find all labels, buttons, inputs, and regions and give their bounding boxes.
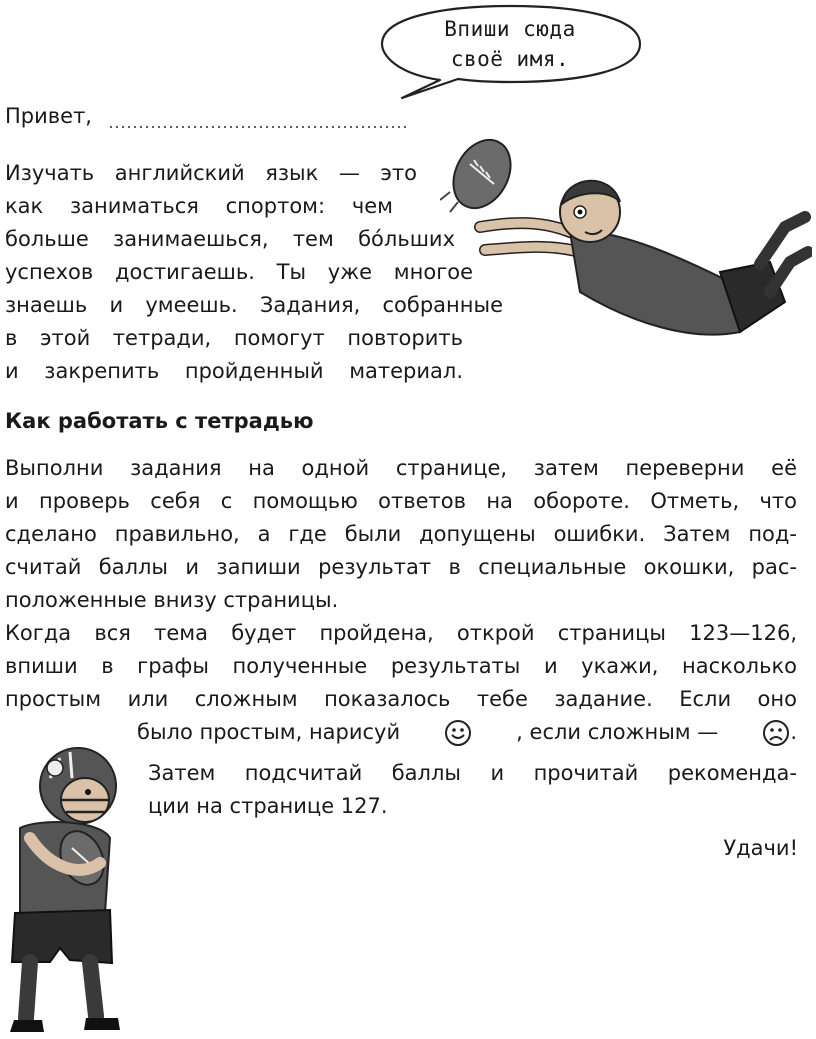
body-line: Затем подсчитай баллы и прочитай рекоменда- xyxy=(148,761,797,785)
smiley-line-part3: . xyxy=(790,720,797,744)
body-line: Когда вся тема будет пройдена, открой страницы 123—126, xyxy=(5,621,797,645)
final-instructions xyxy=(148,757,797,823)
body-line: ции на странице 127. xyxy=(148,794,388,818)
diving-football-player-illustration xyxy=(440,132,812,352)
standing-football-player-illustration xyxy=(0,738,135,1036)
intro-line: и закрепить пройденный материал. xyxy=(5,359,463,383)
body-line: сделано правильно, а где были допущены ошибки. Затем под- xyxy=(5,522,797,546)
intro-line: больше занимаешься, тем бóльших xyxy=(5,227,455,251)
body-line: считай баллы и запиши результат в специальные окошки, рас- xyxy=(5,555,797,579)
body-line: впиши в графы полученные результаты и укажи, насколько xyxy=(5,654,797,678)
smiley-line-part1: было простым, нарисуй xyxy=(137,720,401,744)
intro-paragraph xyxy=(5,157,503,388)
intro-line: знаешь и умеешь. Задания, собранные xyxy=(5,293,503,317)
intro-line: успехов достигаешь. Ты уже многое xyxy=(5,260,473,284)
instructions-paragraph xyxy=(5,452,797,716)
sad-face-icon xyxy=(762,719,790,747)
name-input-line[interactable] xyxy=(108,126,408,128)
intro-line: Изучать английский язык — это xyxy=(5,161,417,185)
smiley-line-part2: , если сложным — xyxy=(516,720,719,744)
greeting-label: Привет, xyxy=(5,104,92,128)
intro-line: в этой тетради, помогут повторить xyxy=(5,326,463,350)
bubble-line-2: своё имя. xyxy=(450,47,570,71)
body-line: положенные внизу страницы. xyxy=(5,588,339,612)
intro-line: как заниматься спортом: чем xyxy=(5,194,393,218)
speech-bubble-text xyxy=(410,14,610,74)
bubble-line-1: Впиши сюда xyxy=(444,17,576,41)
smiley-instruction-line xyxy=(137,716,797,749)
speech-bubble xyxy=(380,4,642,100)
closing-text: Удачи! xyxy=(723,836,798,860)
body-line: простым или сложным показалось тебе задание. Если оно xyxy=(5,687,797,711)
section-heading: Как работать с тетрадью xyxy=(5,409,314,433)
body-line: и проверь себя с помощью ответов на обороте. Отметь, что xyxy=(5,489,797,513)
happy-face-icon xyxy=(444,719,472,747)
body-line: Выполни задания на одной странице, затем переверни её xyxy=(5,456,797,480)
